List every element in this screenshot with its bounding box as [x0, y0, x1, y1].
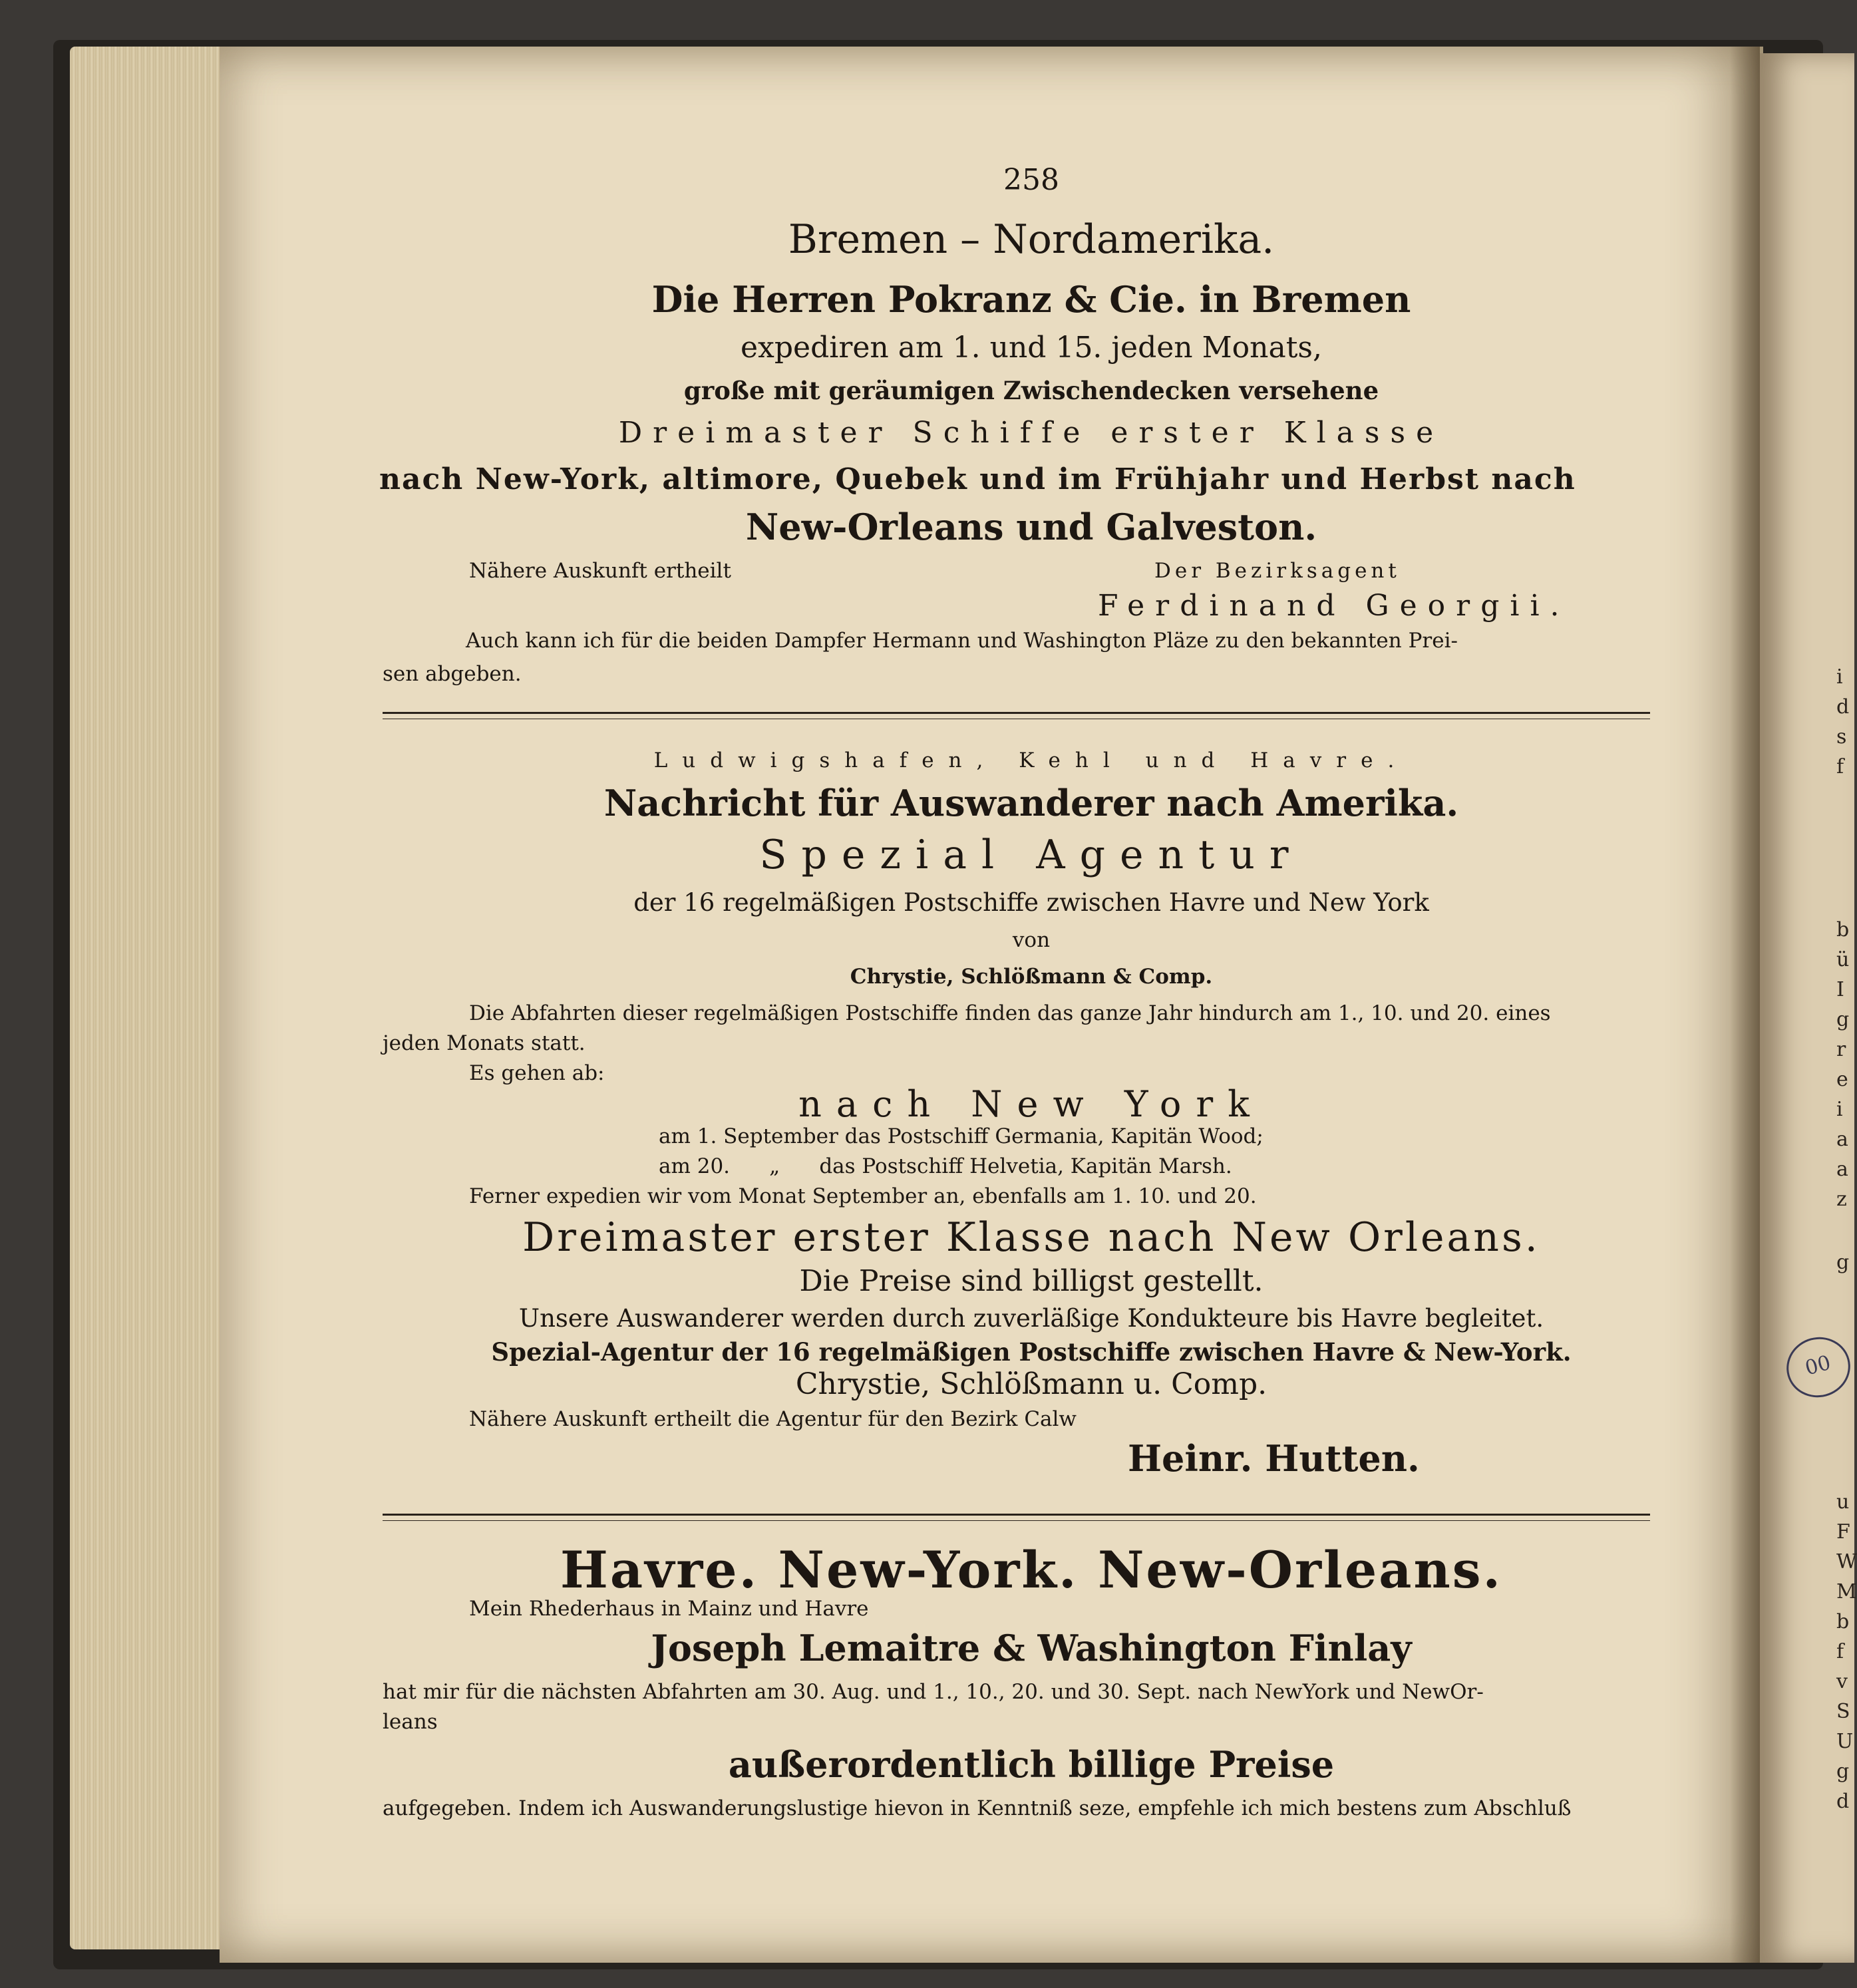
margin-fragment: U: [1836, 1730, 1854, 1753]
ad1-line4: Dreimaster Schiffe erster Klasse: [618, 416, 1444, 450]
margin-fragment: W: [1836, 1550, 1857, 1574]
ad1-info-left: Nähere Auskunft ertheilt: [469, 559, 731, 583]
ad3-line4: aufgegeben. Indem ich Auswanderungslustige hievon in Kenntniß seze, empfehle ich mich bestens zum Abschluß: [383, 1796, 1572, 1820]
ad1-line1: Die Herren Pokranz & Cie. in Bremen: [651, 278, 1411, 321]
ad2-line1: der 16 regelmäßigen Postschiffe zwischen Havre und New York: [633, 888, 1429, 917]
ad1-line5: nach New-York, altimore, Quebek und im Frühjahr und Herbst nach: [379, 462, 1576, 496]
margin-fragment: M: [1836, 1580, 1857, 1603]
ad2-info: Nähere Auskunft ertheilt die Agentur für den Bezirk Calw: [469, 1407, 1077, 1431]
margin-fragment: S: [1836, 1700, 1850, 1723]
margin-fragment: v: [1836, 1670, 1848, 1693]
margin-fragment: a: [1836, 1158, 1848, 1181]
margin-fragment: b: [1836, 1610, 1850, 1633]
ad1-agent: Ferdinand Georgii.: [1098, 589, 1570, 623]
ad1-note1: Auch kann ich für die beiden Dampfer Hermann und Washington Pläze zu den bekannten Prei-: [466, 629, 1458, 653]
library-stamp: 00: [1780, 1330, 1857, 1405]
divider-2: [383, 1514, 1650, 1516]
ad2-headline: Nachricht für Auswanderer nach Amerika.: [603, 782, 1459, 824]
margin-fragment: d: [1836, 1790, 1850, 1813]
margin-fragment: g: [1836, 1760, 1850, 1783]
ad2-prices: Die Preise sind billigst gestellt.: [799, 1264, 1264, 1298]
margin-fragment: a: [1836, 1128, 1848, 1151]
ad2-agency: Spezial Agentur: [759, 832, 1303, 878]
ad2-sail2: am 20. „ das Postschiff Helvetia, Kapitän Marsh.: [659, 1154, 1232, 1178]
ad2-agency2: Spezial-Agentur der 16 regelmäßigen Postschiffe zwischen Havre & New-York.: [491, 1337, 1572, 1367]
ad1-line6: New-Orleans und Galveston.: [745, 506, 1317, 548]
ad2-to-no: Dreimaster erster Klasse nach New Orleans.: [522, 1214, 1540, 1261]
margin-fragment: ü: [1836, 948, 1850, 971]
page-edges: [70, 47, 236, 1949]
ad1-line2: expediren am 1. und 15. jeden Monats,: [741, 331, 1322, 365]
ad2-dep2: jeden Monats statt.: [383, 1031, 586, 1055]
ad2-company: Chrystie, Schlößmann & Comp.: [850, 965, 1213, 989]
margin-fragment: g: [1836, 1008, 1850, 1031]
spine-shadow: [1730, 47, 1760, 1963]
margin-fragment: z: [1836, 1188, 1847, 1211]
page-number: 258: [1003, 163, 1059, 197]
margin-fragment: r: [1836, 1038, 1846, 1061]
ad2-sail1: am 1. September das Postschiff Germania, Kapitän Wood;: [659, 1124, 1264, 1148]
margin-fragment: I: [1836, 978, 1844, 1001]
ad3-headline: Havre. New-York. New-Orleans.: [560, 1540, 1502, 1599]
ad2-dep1: Die Abfahrten dieser regelmäßigen Postschiffe finden das ganze Jahr hindurch am 1., 10. und 20. eines: [469, 1001, 1551, 1025]
ad3-line3: leans: [383, 1710, 438, 1734]
ad1-info-right: Der Bezirksagent: [1154, 559, 1401, 583]
margin-fragment: b: [1836, 918, 1850, 941]
margin-fragment: g: [1836, 1251, 1850, 1274]
margin-fragment: s: [1836, 725, 1847, 748]
margin-fragment: F: [1836, 1520, 1850, 1544]
divider-1: [383, 712, 1650, 714]
margin-fragment: u: [1836, 1490, 1850, 1514]
ad2-agent: Heinr. Hutten.: [1128, 1437, 1420, 1480]
margin-fragment: d: [1836, 695, 1850, 719]
ad1-line3: große mit geräumigen Zwischendecken versehene: [683, 376, 1379, 405]
divider-2b: [383, 1520, 1650, 1521]
ad3-prices: außerordentlich billige Preise: [728, 1743, 1335, 1786]
ad2-route: Ludwigshafen, Kehl und Havre.: [653, 748, 1409, 772]
ad3-line2: hat mir für die nächsten Abfahrten am 30. Aug. und 1., 10., 20. und 30. Sept. nach NewYork und NewOr-: [383, 1680, 1484, 1704]
ad2-escort: Unsere Auswanderer werden durch zuverläßige Kondukteure bis Havre begleitet.: [518, 1304, 1544, 1333]
margin-fragment: i: [1836, 665, 1843, 689]
margin-fragment: f: [1836, 1640, 1844, 1663]
ad2-company2: Chrystie, Schlößmann u. Comp.: [795, 1367, 1267, 1401]
ad2-to-ny: nach New York: [798, 1083, 1264, 1125]
ad2-von: von: [1012, 928, 1051, 952]
ad2-dep3: Es gehen ab:: [469, 1061, 605, 1085]
margin-fragment: i: [1836, 1098, 1843, 1121]
ad2-further: Ferner expedien wir vom Monat September an, ebenfalls am 1. 10. und 20.: [469, 1184, 1257, 1208]
ad3-line1: Mein Rhederhaus in Mainz und Havre: [469, 1597, 869, 1621]
ad1-title: Bremen – Nordamerika.: [788, 216, 1275, 263]
margin-fragment: f: [1836, 755, 1844, 778]
ad3-firm: Joseph Lemaitre & Washington Finlay: [651, 1627, 1412, 1669]
margin-fragment: e: [1836, 1068, 1848, 1091]
ad1-note2: sen abgeben.: [383, 662, 522, 686]
